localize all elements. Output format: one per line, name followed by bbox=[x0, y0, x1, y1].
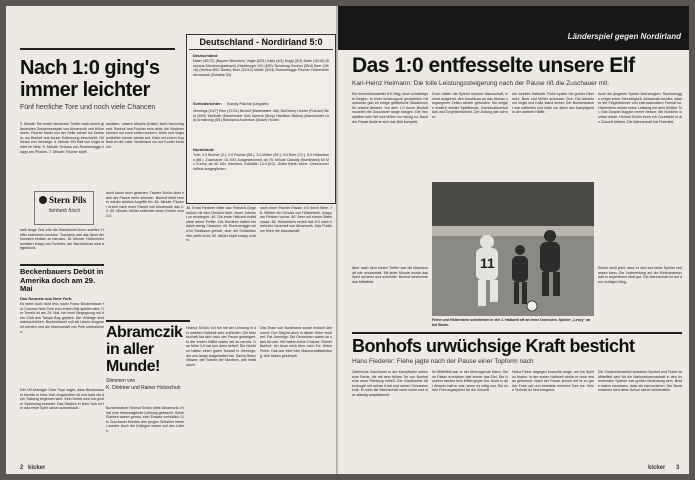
match-photo bbox=[432, 182, 594, 316]
right-kicker-label: Länderspiel gegen Nordirland bbox=[567, 32, 681, 41]
bonhof-col4-text: Die Zusammenarbeit zwischen Bonhof und Flohe im Mittelfeld wird für die Nationalmannschaft in den kommenden Spielen von großer Bedeutung sein. Beide haben bewiesen, dass sie harmonieren. Der Bundestrainer wird diese Achse sicher beibehalten. bbox=[598, 370, 682, 393]
match-photo-image bbox=[432, 182, 594, 316]
svg-text:11: 11 bbox=[480, 255, 495, 271]
abramczik-authors: K. Dörlmer und Rainer Holzschuh bbox=[106, 385, 181, 391]
left-folio-name: kicker bbox=[28, 465, 46, 471]
beckenbauer-text: Es steht noch nicht fest, wann Franz Beckenbauer für Cosmos New York zum ersten Mal spielen wird. Der Termin ist am 29. Mai, bei einer Begegnung mit dem Club aus Tampa Bay geplant. Die Verträge sind unterschrieben. Beckenbauer soll als Libero eingesetzt werden und die Mannschaft von Pelé unterstützen. bbox=[20, 302, 104, 334]
left-col3-text: 38. Ernst Fiederer hatte das Freistoß-Gegenstück mit dem Gesicht nicht, einen Jubelruf zu erzwingen. 40. Die erste Halbzeit endet ohne einen Treffer. Die Nordiren hatten bis dahin wenig Chancen. 44. Rummenigge wird im Strafraum gefoult, aber der Schiedsrichter pfeift nicht. 50. Müller köpft knapp vorbei. bbox=[186, 206, 256, 243]
right-col1-text: Ein bemerkenswerter 5:0-Sieg, doch schwierigste Beginn, in einer schwungvoll gestarteten Hauptrunde gab es einige gefährliche Situationen für unsere Abwehr. Vor dem 1:0 durch Bonhof mussten die Zuschauer lange bangen. Die Iren spielten sehr tief und ließen nur wenig zu. Nach der Pause änderte sich das Bild komplett. bbox=[352, 92, 428, 124]
scorebox-german-label: Deutschland: bbox=[193, 53, 219, 58]
abramczik-story bbox=[106, 320, 196, 420]
headline-rule bbox=[20, 48, 175, 50]
right-col4-text: Auch die jüngeren Spieler überzeugten. Rummenigge zeigte seine Schnelligkeit, Abramczik bewies, dass er ein Flügelstürmer von internationalem Format ist. Hölzenbein krönte seine Leistung mit dem fünften Tor. Das Zuspiel klappte immer besser, die Nordiren wurden müde. Helmut Schön kann mit Zuversicht in die Zukunft blicken. Die Mannschaft hat Potential. bbox=[598, 92, 682, 124]
right-deck: Karl-Heinz Heimann: Die tolle Leistungssteigerung nach der Pause riß die Zuschauer mit. bbox=[352, 80, 610, 87]
scorebox-referee-label: Schiedsrichter: bbox=[193, 101, 223, 106]
left-col1b-text: halb lange Zeit, ehe die Hausherren ihren zweiten Treffer markieren konnten. Trotzdem war das Spiel der Nordiren einfach zu harmlos. 18. Minute: Hölzenbein scheitert knapp am Torhüter, der Nachschuss wird abgeblockt. bbox=[20, 228, 104, 251]
bonhof-col3-text: Heinz Flohe dagegen brauchte lange, um ins Spiel zu finden. In der ersten Halbzeit wirkte er noch etwas gehemmt. Nach der Pause jedoch lief er zu großer Form auf und bereitete mehrere Tore vor. Seine Technik ist hervorragend. bbox=[512, 370, 594, 393]
stern-pils-ad bbox=[34, 191, 94, 225]
left-deck: Fünf herrliche Tore und noch viele Chancen bbox=[20, 104, 156, 111]
ad-brand: Stern Pils bbox=[49, 195, 87, 205]
bonhof-headline: Bonhofs urwüchsige Kraft besticht bbox=[352, 336, 635, 356]
scorebox-referee: Karoly Palotai (Ungarn) bbox=[227, 101, 269, 106]
left-main-headline: Nach 1:0 ging's immer leichter bbox=[20, 57, 160, 101]
scorebox-stats: Tore: 1:0 Bonhof (3.), 2:0 Fischer (56.), 3:0 Müller (69.), 4:0 Beer (72.), 5:0 Hölzenbein (86.). Zuschauer: 61 000. Ausgewechselt: ab 75. Minute Cassidy (Nordirland) für Mc Creery, ab 46. Min. Hamilton. Eckbälle: 13:4 (6:2). Gelbe Karte: keine. Chancenverhältnis ausgeglichen. bbox=[193, 153, 329, 171]
scorebox-german-lineup: Maier (62/72) (Bayern München) Vogts (83/1) Kaltz (4/4) Nogly (8/3) Dietz (16/10) (Borussia Mönchengladbach) (Hamburger SV) (MSV Duisburg) Bonhof (55/4) Beer (18/16) (Hertha BSC Berlin) Beer (52/12) Müller (52/4) Rummenigge Fischer Hölzenbein Abramczik (Schalke 04) bbox=[193, 59, 329, 77]
ad-tagline: feinherb frisch bbox=[49, 208, 81, 214]
bonhof-deck: Hans Fiederer: Fiehe jagte nach der Pause einer Topform nach bbox=[352, 358, 534, 365]
left-col2b-text: auch kaum noch gesehen. Trainer Schön lässt nach der Pause mehr stürmen. Bonhof leitet immer wieder schöne Angriffe ein. 56. Minute: Fischer erzielt nach einer Flanke von Abramczik das 2:0. 69. Minute: Müller vollendet einen Konter zum 3:0. bbox=[106, 191, 184, 218]
left-intro-text: 3. Minute: Ein erster deutscher Treffer nach einem glänzenden Zusammenspiel von Abramczik und Hölzenbein. Fischer flankt von der Seite scharf ins Zentrum, wo Bonhof aus kurzer Entfernung einschießt. Gehäuse von Jennings. 4. Minute: Ein Ball von Vogts landet im Netz. 5. Minute: Schuss von Rummenigge knapp am Pfosten. 7. Minute: Fischer köpft. bbox=[20, 122, 104, 154]
left-folio-number: 2 bbox=[20, 465, 24, 471]
right-folio-name: kicker bbox=[648, 465, 666, 471]
photo-caption: Fiehe und Hölzenbein scheiterten in der 1. Halbzeit oft an Irene Donnolen. Spieler „Leroy“ an bei Bonin. bbox=[432, 318, 591, 327]
bonhof-rule bbox=[352, 332, 682, 334]
right-col1b-text: Aber nach dem ersten Treffer war die Mannschaft wie verwandelt. Mit jeder Minute wurde das Spiel sicherer und schneller. Bonhof bestimmte das Mittelfeld. bbox=[352, 266, 428, 284]
beckenbauer-headline: Beckenbauers Debüt in Amerika doch am 29. Mai bbox=[20, 267, 104, 293]
scorebox-irish-label: Nordirland: bbox=[193, 147, 215, 152]
bonhof-col2-text: Im Mittelfeld war er der überragende Mann. Seine Pässe erreichten fast immer das Ziel. Die Nordiren fanden kein Mittel gegen ihn. Auch in der Abwehr half er aus, wenn es nötig war. Ein echter Führungsspieler für die Zukunft. bbox=[432, 370, 508, 393]
right-page bbox=[338, 6, 689, 474]
scorebox-title: Deutschland - Nordirland 5:0 bbox=[199, 37, 323, 47]
scorebox bbox=[186, 34, 336, 204]
beckenbauer-story bbox=[20, 264, 104, 384]
abramczik-text: Bundestrainer Helmut Schön lobte Abramczik: Er hat eine hervorragende Leistung gebracht. Seine Flanken waren genau, sein Einsatz vorbildlich. Die Zuschauer feierten den jungen Schalker immer wieder. Auch die Kollegen waren voll des Lobes. bbox=[106, 406, 184, 433]
right-col3-text: der zweiten Halbzeit. Flohe spielte mit großer Übersicht. Beer und Müller schossen Tore. Die Abwehr um Vogts und Kaltz stand sicher. Der Bundestrainer war zufrieden und lobte vor allem den Kampfgeist in der zweiten Hälfte. bbox=[512, 92, 594, 115]
left-col4-text: nach einer Fischer-Flanke 4:0 durch Beer. 76. Wieder ein Schuss von Hölzenbein, knapp am Pfosten vorbei. 80. Beer mit einem Weitschuss. 86. Hölzenbein erzielt das 5:0 nach herrlicher Vorarbeit von Abramczik. Das Publikum feiert die Mannschaft. bbox=[260, 206, 332, 233]
beckenbauer-dateline: Das Neueste aus New York: bbox=[20, 296, 73, 301]
kicker-banner bbox=[338, 6, 689, 50]
right-col4b-text: Schön weiß jetzt, dass er sich auf seine Spieler verlassen kann. Die Vorbereitung auf die Weltmeisterschaft in Argentinien läuft gut. Die Mannschaft ist auf dem richtigen Weg. bbox=[598, 266, 682, 284]
left-col3b-text: Helmut Schön: Ich bin mit der Leistung in der zweiten Halbzeit sehr zufrieden. Die Mannschaft hat sich nach der Pause gesteigert. In der ersten Hälfte waren wir zu nervös. Das frühe 1:0 hat uns dann befreit. Die Nordiren hatten einen guten Torwart in Jennings, der uns lange aufgehalten hat. Danny Blanchflower, der Trainer der Nordiren, war enttäuscht. bbox=[186, 326, 256, 367]
left-col4b-text: Das Team von Nordirland wurde einfach überrannt. Der Sieg ist auch in dieser Höhe verdient. Pat Jennings: Die Deutschen waren zu stark für uns. Wir hatten keine Chance. Rainer Bonhof: Ich freue mich über mein Tor. Heinz Flohe: Das war eine tolle Mannschaftsleistung. Alle haben gekämpft. bbox=[260, 326, 332, 358]
right-folio-number: 3 bbox=[676, 465, 680, 471]
right-main-headline: Das 1:0 entfesselte unsere Elf bbox=[352, 54, 635, 77]
left-col1c-text: Der US-Manager Clive Toye sagte, dass Beckenbauer bereits in New York eingetroffen ist und bald mit dem Training beginnen wird. Sein Debüt wird mit großer Spannung erwartet. Das Stadion in New York ist für das erste Spiel schon ausverkauft. bbox=[20, 388, 104, 411]
left-page bbox=[6, 6, 337, 474]
left-col2-text: schalten, unsere Abwehr (Kaltz!) steht hervorragend. Bonhof und Fischer sehr aktiv, die Nordiren können nur noch selten kontern. Dietz und Vogts schließen immer wieder auf. Kaltz mit einem Kopfball an die Latte. Nordirland nur auf Konter bedacht. bbox=[106, 122, 184, 149]
scorebox-irish-lineup: Jennings (43/7) Rice (27/14) Nicholl (Manchester Utd) McCreery Hunter (Fulham) Best (35/9) McGrath (Manchester Utd) Spence (Bury) Hamilton McIlroy (Manchester Utd) Armstrong (5/1) Blackpool Anderson (Stoke) Hunter bbox=[193, 109, 329, 123]
abramczik-byline-label: Stimmen von bbox=[106, 378, 136, 384]
abramczik-headline: Abramczik in aller Munde! bbox=[106, 324, 183, 375]
bonhof-col1-text: Zahlreiche Zuschauer in der Kampfbahn sahen eine Partie, die mit dem frühen Tor von Bonhof eine neue Richtung erhielt. Der Gladbacher überzeugte mit seiner Kraft und seiner Schusstechnik. Er trieb die Mannschaft nach vorne und war ständig anspielbereit. bbox=[352, 370, 428, 397]
star-logo-icon bbox=[39, 196, 47, 204]
right-col2-text: Doch hätten die Spieler unserer Mannschaft, einmal aufgeholt, den Anschluss an das Niveau vergangener Zeiten wieder gefunden. Sie zeigten endlich wieder Spielfreude, Kombinationsfußball und Torgefährlichkeit. Der Anfang war schwer. bbox=[432, 92, 508, 119]
